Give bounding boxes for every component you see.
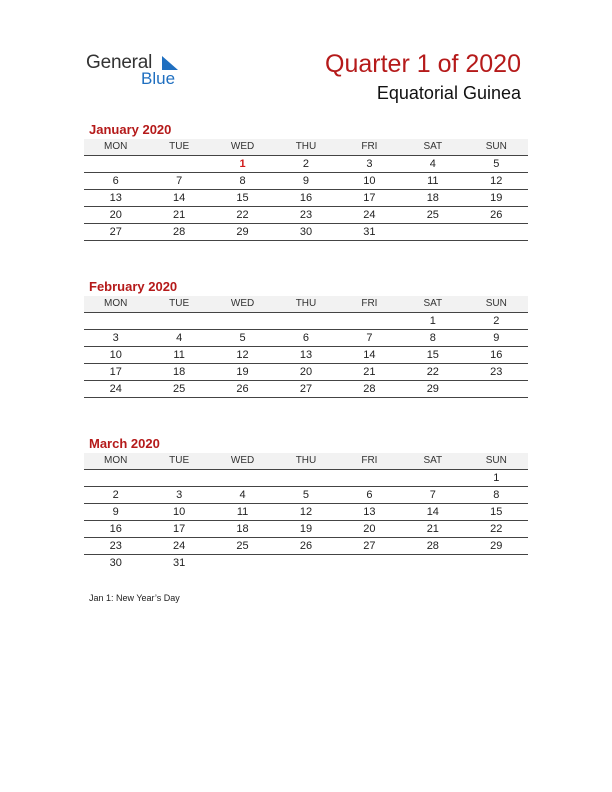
weekday-header: SAT (401, 453, 464, 470)
day-cell (147, 313, 210, 330)
week-row (84, 470, 528, 487)
day-cell: 27 (274, 381, 337, 398)
day-cell: 15 (211, 190, 274, 207)
day-cell: 5 (274, 487, 337, 504)
day-cell: 17 (338, 190, 401, 207)
day-cell: 21 (147, 207, 210, 224)
month-title: February 2020 (89, 279, 178, 294)
day-cell: 16 (465, 347, 528, 364)
day-cell: 11 (401, 173, 464, 190)
day-cell: 23 (84, 538, 147, 555)
day-cell (338, 313, 401, 330)
day-cell: 7 (338, 330, 401, 347)
weekday-header: TUE (147, 296, 210, 313)
day-cell: 17 (147, 521, 210, 538)
weekday-header-row (84, 139, 528, 156)
day-cell: 28 (401, 538, 464, 555)
weekday-header: FRI (338, 296, 401, 313)
day-cell: 28 (338, 381, 401, 398)
day-cell (147, 156, 210, 173)
day-cell: 8 (401, 330, 464, 347)
weekday-header-row (84, 453, 528, 470)
weekday-header: THU (274, 296, 337, 313)
week-row (84, 504, 528, 521)
week-row (84, 190, 528, 207)
day-cell: 13 (274, 347, 337, 364)
day-cell (465, 555, 528, 572)
week-row (84, 487, 528, 504)
month-calendar (84, 121, 528, 241)
day-cell: 2 (274, 156, 337, 173)
day-cell: 12 (211, 347, 274, 364)
day-cell: 22 (401, 364, 464, 381)
day-cell: 20 (274, 364, 337, 381)
calendar-table (84, 453, 528, 571)
week-row (84, 521, 528, 538)
day-cell (84, 156, 147, 173)
day-cell: 18 (401, 190, 464, 207)
weekday-header-row (84, 296, 528, 313)
day-cell (211, 555, 274, 572)
day-cell: 27 (338, 538, 401, 555)
day-cell (147, 470, 210, 487)
day-cell: 1 (211, 156, 274, 173)
weekday-header: TUE (147, 139, 210, 156)
day-cell: 10 (147, 504, 210, 521)
day-cell: 29 (465, 538, 528, 555)
day-cell: 29 (211, 224, 274, 241)
logo-flag-icon (160, 56, 178, 70)
day-cell (338, 470, 401, 487)
day-cell (84, 470, 147, 487)
day-cell: 18 (147, 364, 210, 381)
day-cell: 1 (401, 313, 464, 330)
month-title: March 2020 (89, 436, 160, 451)
day-cell: 26 (465, 207, 528, 224)
day-cell: 9 (84, 504, 147, 521)
day-cell: 4 (401, 156, 464, 173)
day-cell: 21 (338, 364, 401, 381)
day-cell (274, 313, 337, 330)
day-cell: 14 (401, 504, 464, 521)
day-cell: 3 (338, 156, 401, 173)
week-row (84, 313, 528, 330)
week-row (84, 173, 528, 190)
weekday-header: MON (84, 453, 147, 470)
day-cell: 23 (274, 207, 337, 224)
day-cell: 11 (147, 347, 210, 364)
week-row (84, 156, 528, 173)
day-cell: 20 (84, 207, 147, 224)
day-cell: 19 (274, 521, 337, 538)
day-cell: 1 (465, 470, 528, 487)
day-cell: 31 (173, 557, 186, 569)
day-cell: 3 (147, 487, 210, 504)
month-calendar (84, 435, 528, 571)
weekday-header: WED (211, 296, 274, 313)
weekday-header: SUN (465, 296, 528, 313)
day-cell (401, 555, 464, 572)
day-cell: 29 (401, 381, 464, 398)
day-cell: 6 (84, 173, 147, 190)
day-cell: 5 (465, 156, 528, 173)
week-row (84, 330, 528, 347)
weekday-header: MON (84, 296, 147, 313)
day-cell: 10 (338, 173, 401, 190)
day-cell: 16 (274, 190, 337, 207)
logo-general-text: General (86, 52, 153, 73)
week-row (84, 347, 528, 364)
day-cell: 26 (211, 381, 274, 398)
day-cell (401, 470, 464, 487)
day-cell: 12 (465, 173, 528, 190)
day-cell (274, 470, 337, 487)
day-cell: 24 (84, 381, 147, 398)
day-cell: 6 (338, 487, 401, 504)
day-cell: 12 (274, 504, 337, 521)
weekday-header: FRI (338, 453, 401, 470)
day-cell: 17 (84, 364, 147, 381)
day-cell: 14 (147, 190, 210, 207)
country-name: Equatorial Guinea (376, 83, 521, 103)
day-cell: 20 (338, 521, 401, 538)
weekday-header: WED (211, 453, 274, 470)
day-cell: 7 (401, 487, 464, 504)
day-cell (211, 470, 274, 487)
day-cell: 19 (211, 364, 274, 381)
weekday-header: FRI (338, 139, 401, 156)
day-cell (274, 555, 337, 572)
day-cell: 21 (401, 521, 464, 538)
day-cell: 30 (109, 557, 122, 569)
day-cell: 13 (84, 190, 147, 207)
general-blue-logo (86, 52, 196, 92)
weekday-header: SAT (401, 296, 464, 313)
day-cell (465, 381, 528, 398)
holiday-notes (89, 593, 180, 603)
day-cell: 30 (274, 224, 337, 241)
calendar-table (84, 139, 528, 241)
weekday-header: THU (274, 453, 337, 470)
calendar-table (84, 296, 528, 398)
day-cell: 22 (211, 207, 274, 224)
day-cell: 24 (338, 207, 401, 224)
day-cell: 8 (465, 487, 528, 504)
day-cell: 15 (401, 347, 464, 364)
day-cell: 9 (465, 330, 528, 347)
day-cell (338, 555, 401, 572)
day-cell (84, 313, 147, 330)
day-cell: 2 (465, 313, 528, 330)
day-cell: 2 (84, 487, 147, 504)
day-cell: 23 (465, 364, 528, 381)
day-cell: 22 (465, 521, 528, 538)
day-cell: 19 (465, 190, 528, 207)
day-cell: 11 (211, 504, 274, 521)
month-title: January 2020 (89, 122, 172, 137)
day-cell: 27 (84, 224, 147, 241)
weekday-header: THU (274, 139, 337, 156)
day-cell (211, 313, 274, 330)
weekday-header: MON (84, 139, 147, 156)
day-cell: 4 (147, 330, 210, 347)
weekday-header: SAT (401, 139, 464, 156)
week-row (84, 555, 528, 572)
day-cell: 4 (211, 487, 274, 504)
holiday-note: Jan 1: New Year’s Day (89, 593, 180, 603)
day-cell: 13 (338, 504, 401, 521)
day-cell: 31 (338, 224, 401, 241)
day-cell (465, 224, 528, 241)
day-cell: 26 (274, 538, 337, 555)
day-cell: 15 (465, 504, 528, 521)
day-cell: 5 (211, 330, 274, 347)
day-cell: 3 (84, 330, 147, 347)
day-cell: 14 (338, 347, 401, 364)
day-cell: 25 (147, 381, 210, 398)
weekday-header: WED (211, 139, 274, 156)
day-cell: 25 (401, 207, 464, 224)
day-cell: 9 (274, 173, 337, 190)
month-calendar (84, 278, 528, 398)
weekday-header: TUE (147, 453, 210, 470)
logo-blue-text: Blue (141, 69, 176, 88)
day-cell (401, 224, 464, 241)
day-cell: 18 (211, 521, 274, 538)
day-cell: 10 (84, 347, 147, 364)
week-row (84, 364, 528, 381)
day-cell: 24 (147, 538, 210, 555)
week-row (84, 207, 528, 224)
day-cell: 16 (84, 521, 147, 538)
day-cell: 8 (211, 173, 274, 190)
day-cell: 28 (147, 224, 210, 241)
week-row (84, 224, 528, 241)
day-cell: 25 (211, 538, 274, 555)
day-cell: 6 (274, 330, 337, 347)
day-cell: 7 (147, 173, 210, 190)
weekday-header: SUN (465, 139, 528, 156)
week-row (84, 381, 528, 398)
page-title: Quarter 1 of 2020 (325, 50, 521, 78)
week-row (84, 538, 528, 555)
weekday-header: SUN (465, 453, 528, 470)
